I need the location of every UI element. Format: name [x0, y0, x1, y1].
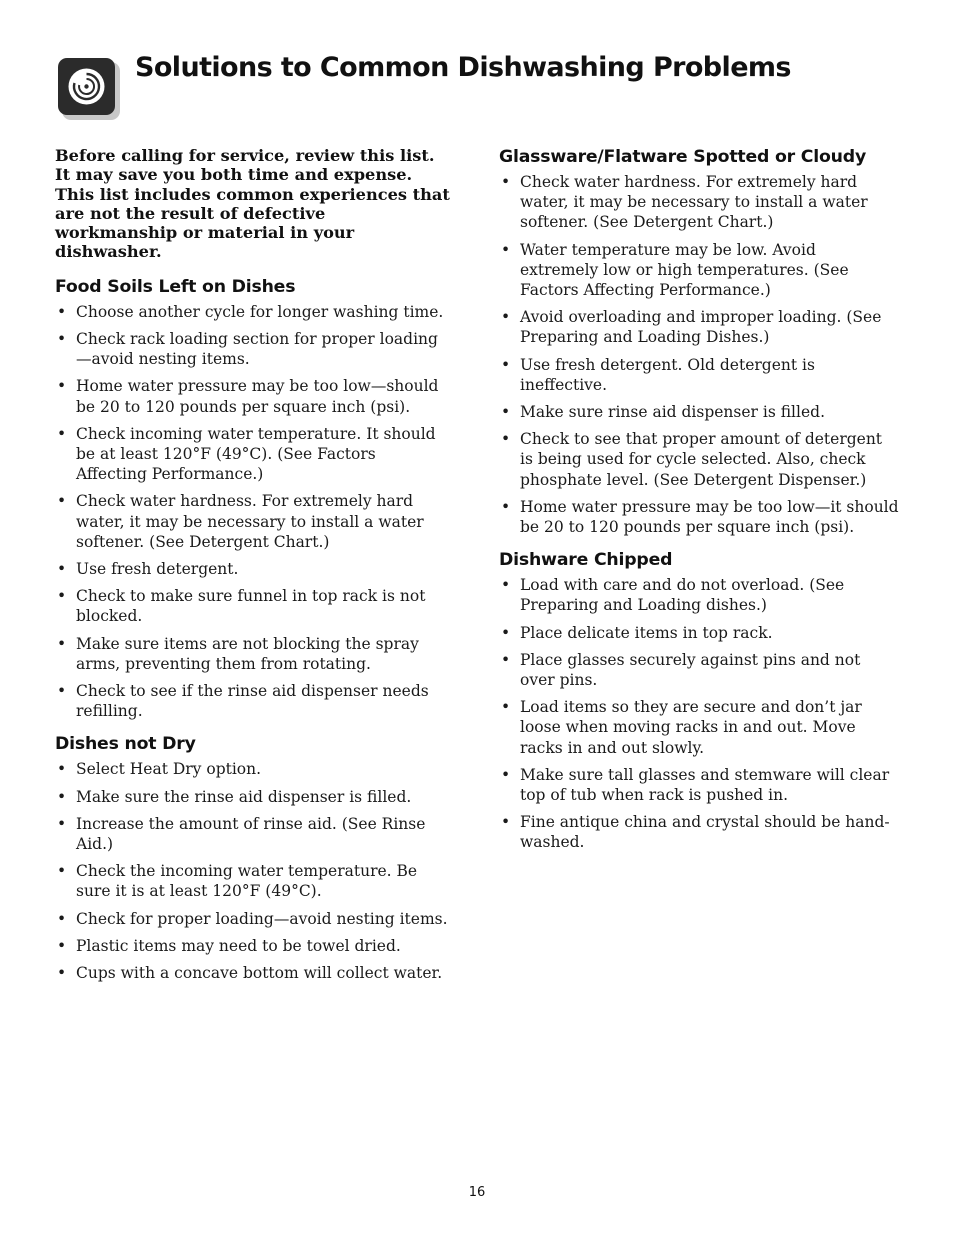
list-item [55, 909, 450, 929]
list-item [55, 302, 450, 322]
list-item [55, 963, 450, 983]
list-item [499, 697, 899, 758]
list-item [55, 814, 450, 854]
list-item-text: Make sure items are not blocking the spray arms, preventing them from rotating. [76, 634, 419, 673]
list-item-text: Choose another cycle for longer washing time. [76, 302, 444, 321]
bullet-icon: • [57, 814, 67, 833]
list-item-text: Check incoming water temperature. It should be at least 120°F (49°C). (See Factors Affecting Performance.) [76, 424, 436, 484]
list-item-text: Check to make sure funnel in top rack is not blocked. [76, 587, 426, 626]
section-heading: Food Soils Left on Dishes [55, 276, 296, 297]
bullet-icon: • [57, 936, 67, 955]
list-item-text: Check for proper loading—avoid nesting items. [76, 909, 448, 928]
bullet-list [499, 575, 899, 852]
bullet-list [55, 302, 450, 722]
bullet-icon: • [501, 650, 511, 669]
list-item [55, 329, 450, 369]
section-heading: Glassware/Flatware Spotted or Cloudy [499, 147, 867, 167]
right-sections [499, 146, 899, 853]
bullet-icon: • [501, 698, 511, 717]
list-item-text: Load items so they are secure and don’t jar loose when moving racks in and out. Move racks in and out slowly. [520, 698, 862, 757]
list-item [55, 936, 450, 956]
bullet-icon: • [57, 634, 67, 653]
page-title: Solutions to Common Dishwashing Problems [135, 52, 791, 83]
list-item-text: Plastic items may need to be towel dried. [76, 936, 401, 955]
section-heading: Dishes not Dry [55, 734, 196, 755]
bullet-icon: • [501, 623, 511, 642]
list-item-text: Make sure rinse aid dispenser is filled. [520, 403, 825, 422]
bullet-icon: • [57, 862, 67, 881]
bullet-list [499, 172, 899, 537]
bullet-icon: • [57, 329, 67, 348]
bullet-icon: • [57, 682, 67, 701]
bullet-icon: • [501, 355, 511, 374]
list-item [55, 681, 450, 721]
bullet-icon: • [57, 964, 67, 983]
list-item-text: Select Heat Dry option. [76, 760, 262, 779]
list-item-text: Use fresh detergent. [76, 560, 239, 579]
list-item-text: Load with care and do not overload. (See Preparing and Loading dishes.) [520, 576, 845, 615]
section-heading: Dishware Chipped [499, 550, 673, 571]
list-item-text: Cups with a concave bottom will collect water. [76, 964, 443, 983]
list-item-text: Check water hardness. For extremely hard water, it may be necessary to install a water softener. (See Detergent Chart.) [76, 492, 424, 551]
bullet-icon: • [501, 765, 511, 784]
bullet-list [55, 759, 450, 983]
bullet-icon: • [501, 430, 511, 449]
bullet-icon: • [57, 760, 67, 779]
bullet-icon: • [57, 560, 67, 579]
list-item-text: Check water hardness. For extremely hard water, it may be necessary to install a water softener. (See Detergent Chart.) [520, 173, 868, 232]
list-item [499, 172, 899, 233]
list-item [499, 575, 899, 615]
section-dishes-not-dry [55, 733, 450, 983]
list-item [55, 376, 450, 416]
bullet-icon: • [57, 424, 67, 443]
list-item [55, 861, 450, 901]
section-food-soils-left-on-dishes [55, 276, 450, 722]
list-item [55, 634, 450, 674]
list-item-text: Check rack loading section for proper loading—avoid nesting items. [76, 329, 438, 369]
list-item-text: Use fresh detergent. Old detergent is ineffective. [520, 355, 815, 394]
right-column [499, 146, 899, 860]
bullet-icon: • [57, 302, 67, 321]
list-item [55, 586, 450, 626]
list-item-text: Fine antique china and crystal should be hand-washed. [520, 813, 890, 852]
list-item [499, 402, 899, 422]
list-item-text: Check to see if the rinse aid dispenser needs refilling. [76, 682, 429, 721]
list-item [499, 355, 899, 395]
left-sections [55, 276, 450, 983]
bullet-icon: • [57, 492, 67, 511]
bullet-icon: • [501, 308, 511, 327]
bullet-icon: • [501, 173, 511, 191]
bullet-icon: • [57, 587, 67, 606]
list-item-text: Place delicate items in top rack. [520, 623, 773, 642]
dishwasher-swirl-icon [57, 57, 121, 121]
list-item [55, 559, 450, 579]
list-item [499, 429, 899, 490]
list-item [55, 491, 450, 552]
list-item-text: Check the incoming water temperature. Be sure it is at least 120°F (49°C). [76, 862, 418, 901]
left-column [55, 146, 450, 990]
bullet-icon: • [501, 576, 511, 595]
list-item-text: Avoid overloading and improper loading. (See Preparing and Loading Dishes.) [520, 308, 882, 347]
section-glassware-flatware-spotted-or-cloudy [499, 146, 899, 537]
bullet-icon: • [501, 240, 511, 259]
list-item [55, 759, 450, 779]
list-item [499, 497, 899, 537]
list-item [55, 424, 450, 485]
list-item [499, 765, 899, 805]
intro-text: Before calling for service, review this list. It may save you both time and expense. This list includes common experiences that are not the result of defective workmanship or material in your dishwasher. [55, 146, 450, 262]
list-item-text: Home water pressure may be too low—it should be 20 to 120 pounds per square inch (psi). [520, 497, 899, 537]
bullet-icon: • [501, 403, 511, 422]
list-item [499, 812, 899, 852]
list-item [499, 240, 899, 301]
bullet-icon: • [501, 813, 511, 832]
list-item [499, 650, 899, 690]
bullet-icon: • [57, 377, 67, 396]
list-item-text: Home water pressure may be too low—should be 20 to 120 pounds per square inch (psi). [76, 377, 439, 416]
page-number: 16 [468, 1185, 486, 1200]
list-item-text: Make sure tall glasses and stemware will clear top of tub when rack is pushed in. [520, 765, 890, 805]
bullet-icon: • [57, 787, 67, 806]
list-item-text: Increase the amount of rinse aid. (See Rinse Aid.) [76, 814, 426, 854]
list-item-text: Water temperature may be low. Avoid extremely low or high temperatures. (See Factors Affecting Performance.) [520, 240, 849, 300]
list-item [55, 787, 450, 807]
list-item [499, 623, 899, 643]
list-item-text: Place glasses securely against pins and not over pins. [520, 650, 861, 690]
bullet-icon: • [57, 909, 67, 928]
list-item-text: Make sure the rinse aid dispenser is filled. [76, 787, 412, 806]
list-item [499, 307, 899, 347]
bullet-icon: • [501, 497, 511, 516]
section-dishware-chipped [499, 549, 899, 852]
list-item-text: Check to see that proper amount of detergent is being used for cycle selected. Also, check phosphate level. (See Detergent Dispenser.) [520, 430, 883, 489]
